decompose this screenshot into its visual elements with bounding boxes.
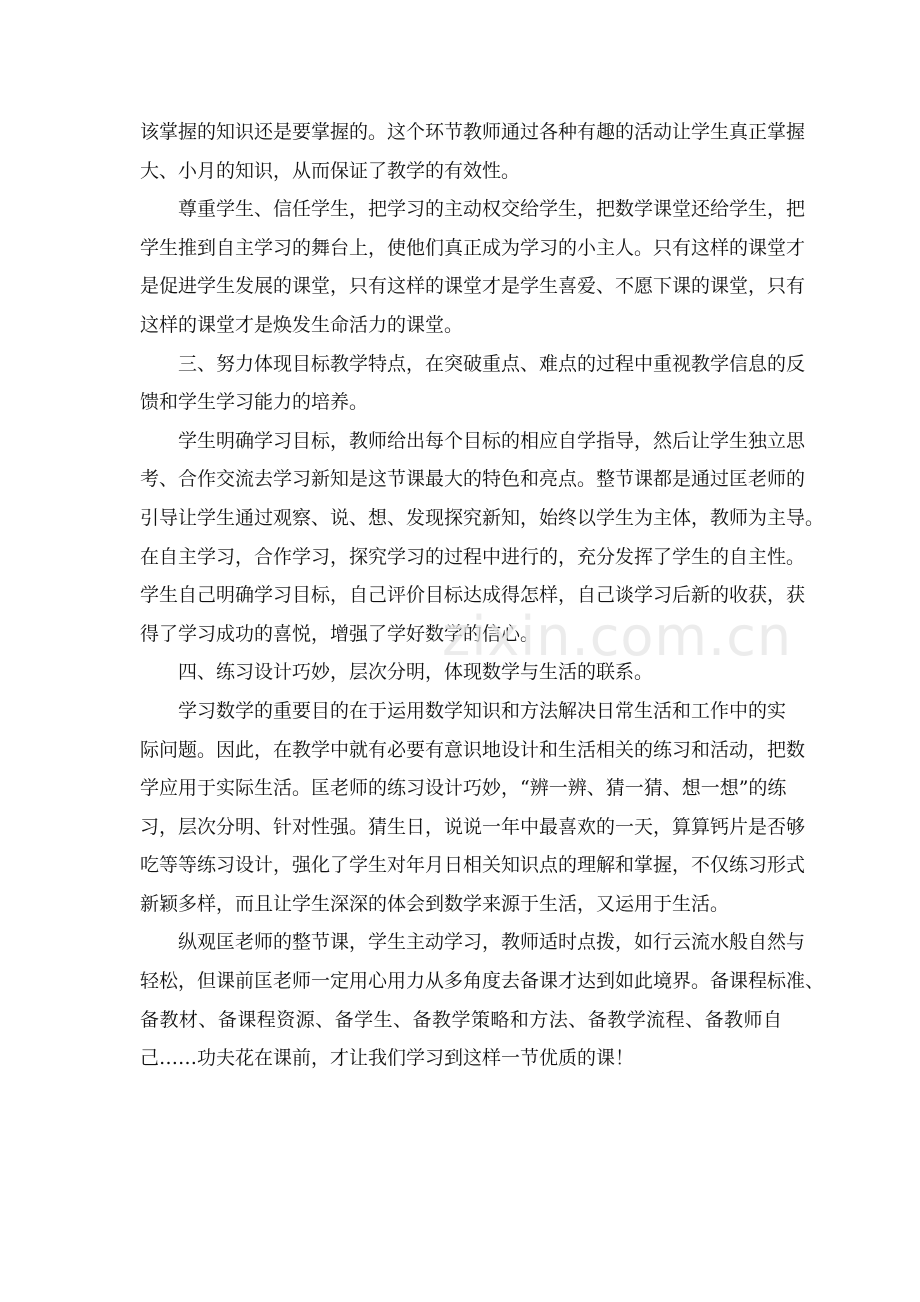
text-line: 在自主学习，合作学习，探究学习的过程中进行的，充分发挥了学生的自主性。 — [140, 545, 806, 568]
text-line: 习，层次分明、针对性强。猜生日，说说一年中最喜欢的一天，算算钙片是否够 — [140, 815, 806, 838]
text-line: 学应用于实际生活。匡老师的练习设计巧妙，“辨一辨、猜一猜、想一想”的练 — [140, 777, 787, 800]
text-line: 学生明确学习目标，教师给出每个目标的相应自学指导，然后让学生独立思 — [178, 429, 806, 452]
section-heading: 馈和学生学习能力的培养。 — [140, 391, 369, 414]
text-line: 际问题。因此，在教学中就有必要有意识地设计和生活相关的练习和活动，把数 — [140, 738, 806, 761]
text-line: 新颖多样，而且让学生深深的体会到数学来源于生活，又运用于生活。 — [140, 892, 730, 915]
text-line: 这样的课堂才是焕发生命活力的课堂。 — [140, 313, 464, 336]
text-line: 学习数学的重要目的在于运用数学知识和方法解决日常生活和工作中的实 — [178, 699, 787, 722]
section-heading: 三、努力体现目标教学特点，在突破重点、难点的过程中重视教学信息的反 — [178, 352, 806, 375]
text-line: 学生推到自主学习的舞台上，使他们真正成为学习的小主人。只有这样的课堂才 — [140, 236, 806, 259]
text-line: 备教材、备课程资源、备学生、备教学策略和方法、备教学流程、备教师自 — [140, 1008, 782, 1031]
text-line: 学生自己明确学习目标，自己评价目标达成得怎样，自己谈学习后新的收获，获 — [140, 584, 806, 607]
section-heading: 四、练习设计巧妙，层次分明，体现数学与生活的联系。 — [178, 661, 654, 684]
watermark: zixin.com.cn — [442, 605, 793, 668]
text-line: 大、小月的知识，从而保证了教学的有效性。 — [140, 159, 521, 182]
text-line: 引导让学生通过观察、说、想、发现探究新知，始终以学生为主体，教师为主导。 — [140, 506, 825, 529]
text-line: 该掌握的知识还是要掌握的。这个环节教师通过各种有趣的活动让学生真正掌握 — [140, 121, 806, 143]
document-body — [140, 113, 825, 1078]
text-line: 是促进学生发展的课堂，只有这样的课堂才是学生喜爱、不愿下课的课堂，只有 — [140, 275, 806, 298]
text-line: 己……功夫花在课前，才让我们学习到这样一节优质的课！ — [140, 1047, 635, 1070]
text-line: 轻松，但课前匡老师一定用心用力从多角度去备课才达到如此境界。备课程标准、 — [140, 970, 825, 993]
text-line: 尊重学生、信任学生，把学习的主动权交给学生，把数学课堂还给学生，把 — [178, 198, 806, 221]
text-line: 纵观匡老师的整节课，学生主动学习，教师适时点拨，如行云流水般自然与 — [178, 931, 806, 954]
text-line: 考、合作交流去学习新知是这节课最大的特色和亮点。整节课都是通过匡老师的 — [140, 468, 806, 491]
text-line: 得了学习成功的喜悦，增强了学好数学的信心。 — [140, 622, 540, 645]
text-line: 吃等等练习设计，强化了学生对年月日相关知识点的理解和掌握，不仅练习形式 — [140, 854, 806, 877]
